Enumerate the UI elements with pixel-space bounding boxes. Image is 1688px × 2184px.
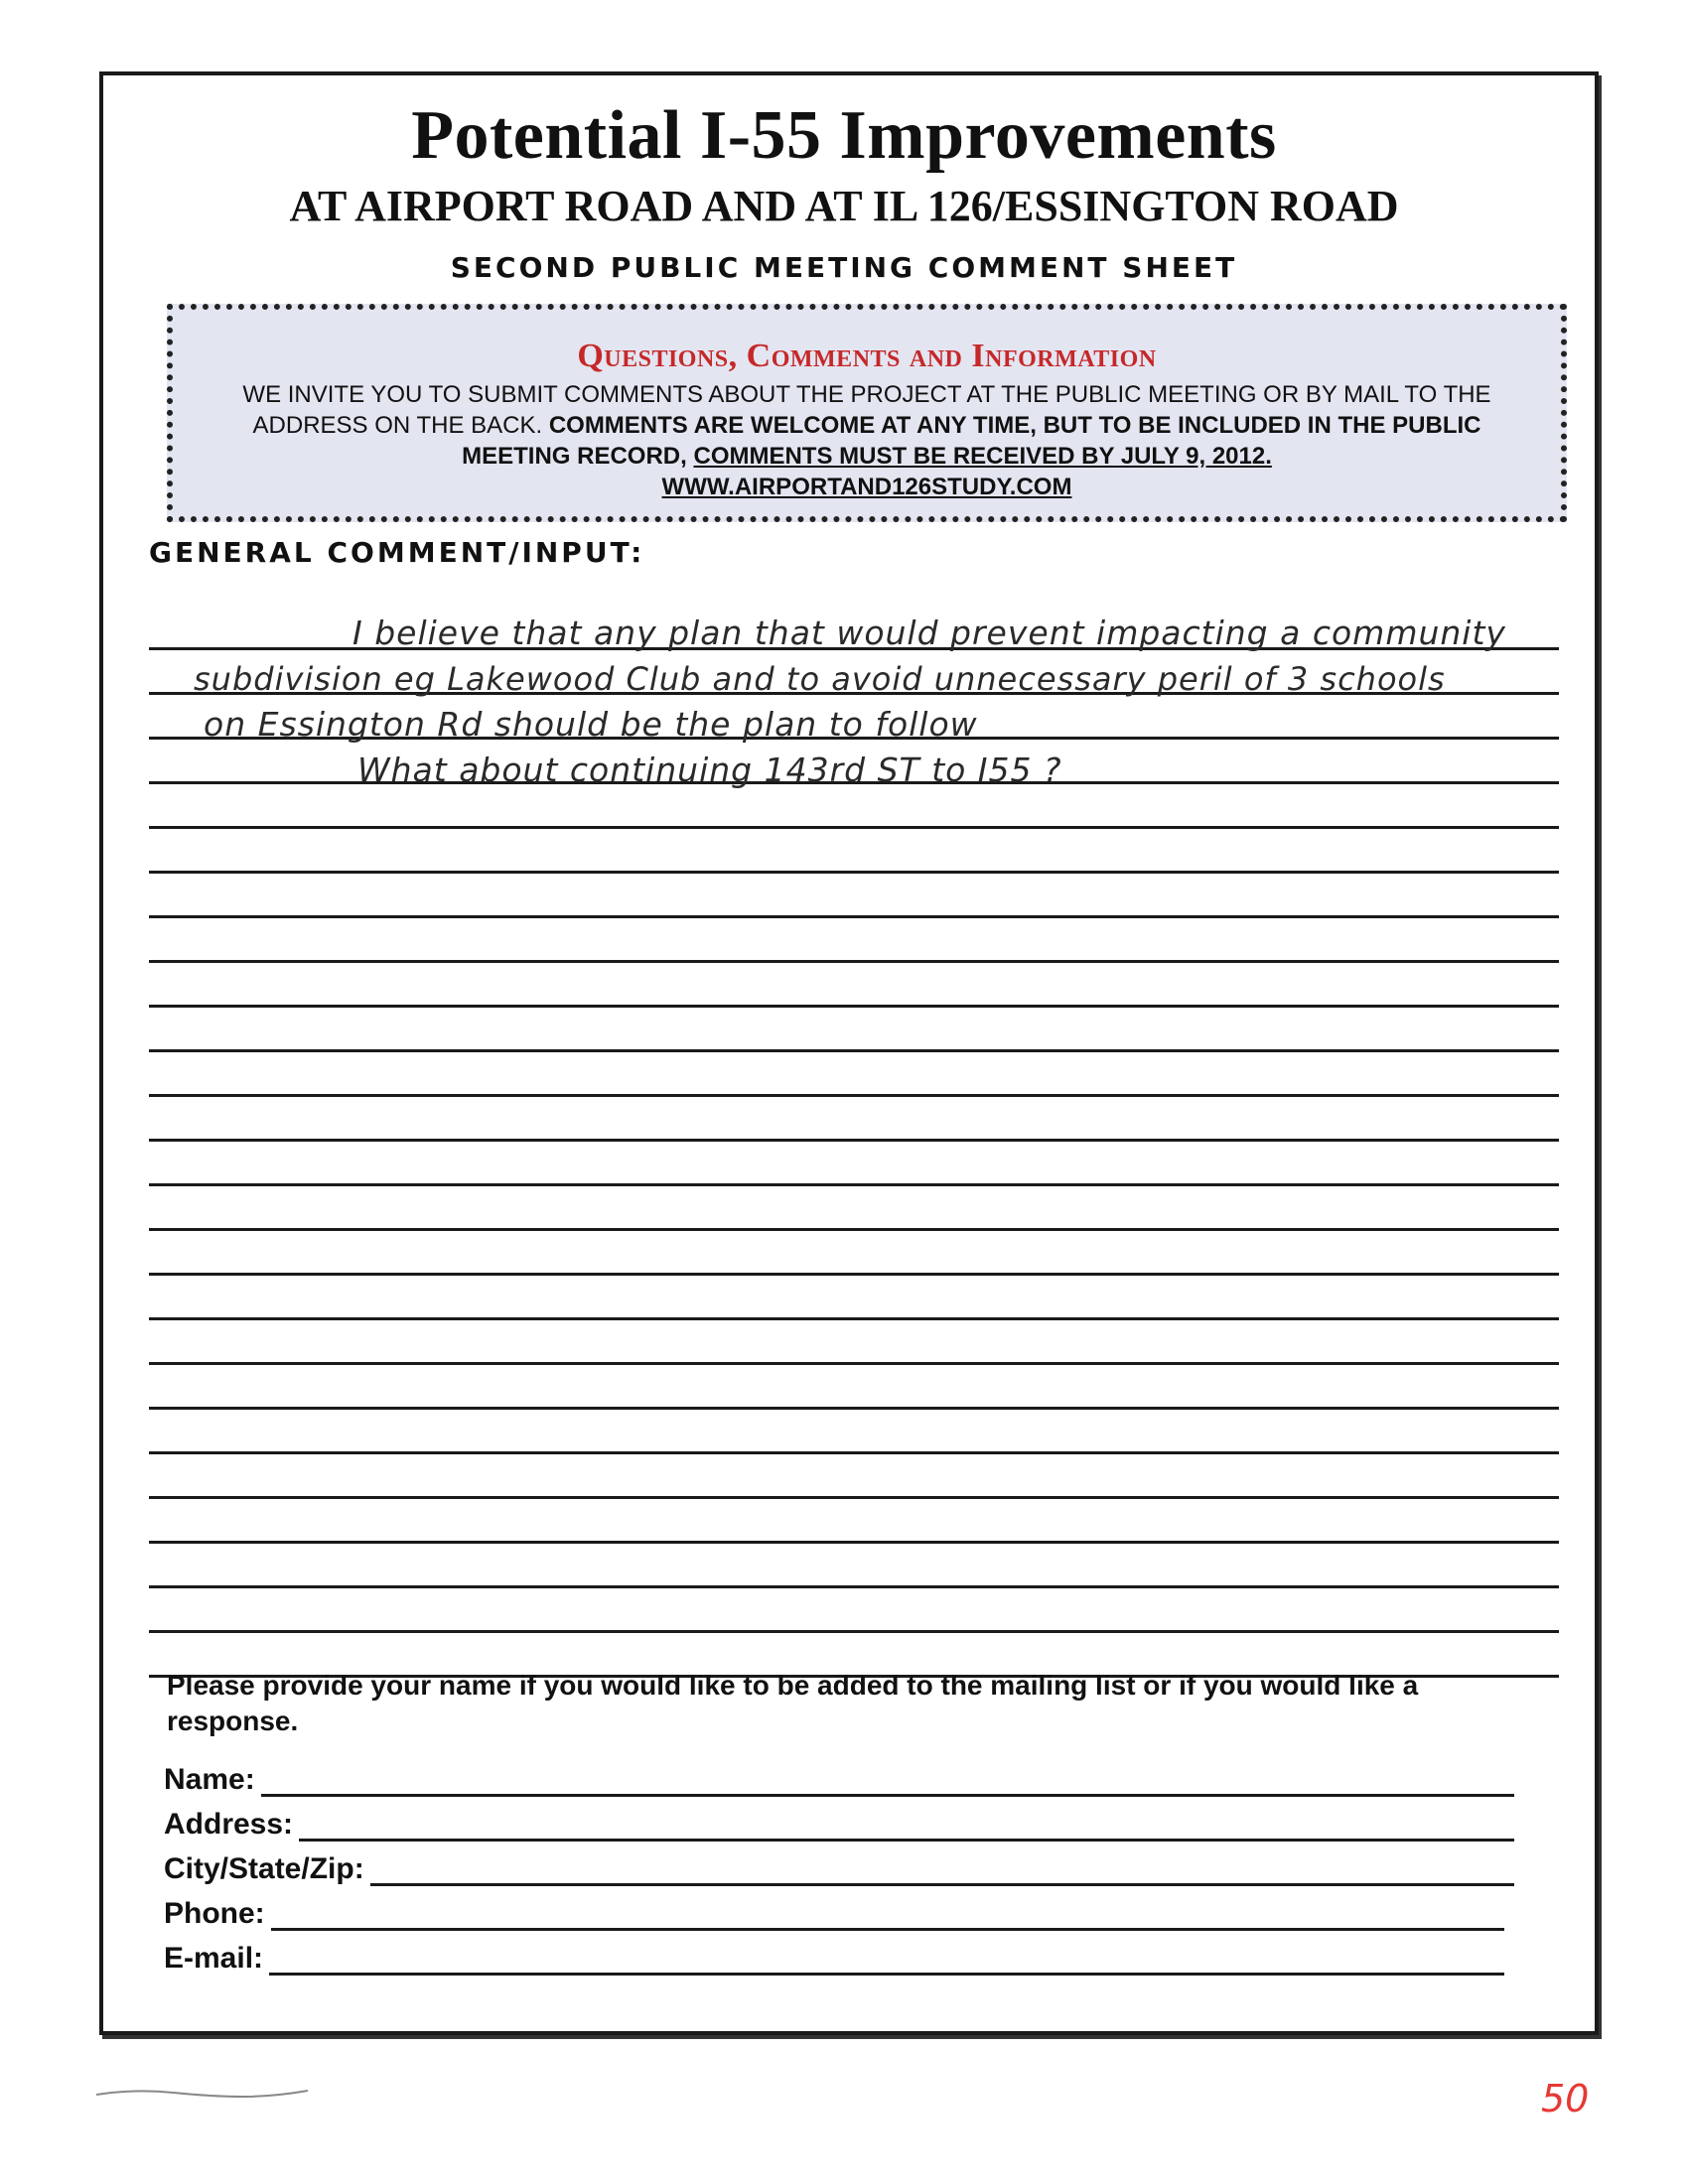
handwritten-comment-line-3: on Essington Rd should be the plan to follow: [204, 705, 978, 744]
phone-field[interactable]: [164, 1891, 1504, 1931]
name-field[interactable]: [164, 1757, 1514, 1797]
info-text: [173, 379, 1561, 502]
comment-line: [149, 1276, 1559, 1320]
sheet-label: SECOND PUBLIC MEETING COMMENT SHEET: [450, 251, 1238, 284]
info-text-regular: WE INVITE YOU TO SUBMIT COMMENTS ABOUT THE PROJECT AT THE PUBLIC MEETING OR BY MAIL TO THE ADDRESS ON THE BACK.: [242, 381, 1491, 439]
phone-input-line[interactable]: [271, 1900, 1504, 1931]
comment-line: [149, 829, 1559, 874]
comment-line: [149, 1365, 1559, 1410]
comment-line: [149, 1142, 1559, 1186]
handwritten-comment-line-2: subdivision eg Lakewood Club and to avoid unnecessary peril of 3 schools: [194, 660, 1446, 698]
comment-line: [149, 1320, 1559, 1365]
study-website-link[interactable]: WWW.AIRPORTAND126STUDY.COM: [661, 474, 1072, 500]
email-field[interactable]: [164, 1936, 1504, 1976]
info-box: [167, 304, 1567, 522]
mailing-list-request: Please provide your name if you would like to be added to the mailing list or if you would like a response.: [167, 1670, 1419, 1736]
handwritten-comment-line-1: I believe that any plan that would prevent impacting a community: [352, 614, 1506, 652]
info-text-bold: COMMENTS ARE WELCOME AT ANY TIME, BUT TO BE INCLUDED IN THE PUBLIC MEETING RECORD,: [462, 412, 1481, 470]
comment-line: [149, 1588, 1559, 1633]
comment-line: [149, 1544, 1559, 1588]
comment-line: [149, 1231, 1559, 1276]
comment-line: [149, 1410, 1559, 1454]
comment-line: [149, 963, 1559, 1008]
page-number: 50: [1541, 2077, 1590, 2120]
city-state-zip-input-line[interactable]: [370, 1855, 1514, 1886]
handwritten-comment-line-4: What about continuing 143rd ST to I55 ?: [357, 751, 1062, 789]
comment-line: [149, 918, 1559, 963]
address-field[interactable]: [164, 1802, 1514, 1842]
info-heading: Questions, Comments and Information: [577, 338, 1157, 374]
city-state-zip-label: City/State/Zip:: [164, 1852, 364, 1885]
general-comment-label: GENERAL COMMENT/INPUT:: [149, 536, 645, 569]
comment-line: [149, 1186, 1559, 1231]
comment-line: [149, 1008, 1559, 1052]
comment-line: [149, 1052, 1559, 1097]
comment-line: [149, 1499, 1559, 1544]
comment-line: [149, 1454, 1559, 1499]
address-label: Address:: [164, 1808, 294, 1841]
phone-label: Phone:: [164, 1897, 265, 1930]
info-text-deadline: COMMENTS MUST BE RECEIVED BY JULY 9, 2012.: [693, 443, 1272, 470]
comment-line: [149, 874, 1559, 918]
comment-line: [149, 784, 1559, 829]
email-input-line[interactable]: [269, 1945, 1504, 1976]
name-input-line[interactable]: [261, 1766, 1514, 1797]
page-title: Potential I-55 Improvements: [411, 97, 1277, 174]
comment-line: [149, 1097, 1559, 1142]
city-state-zip-field[interactable]: [164, 1846, 1514, 1886]
address-input-line[interactable]: [299, 1811, 1514, 1842]
name-label: Name:: [164, 1763, 255, 1796]
page-subtitle: AT AIRPORT ROAD AND AT IL 126/ESSINGTON ROAD: [289, 182, 1399, 230]
scan-smudge: [94, 2085, 313, 2105]
email-label: E-mail:: [164, 1942, 264, 1975]
